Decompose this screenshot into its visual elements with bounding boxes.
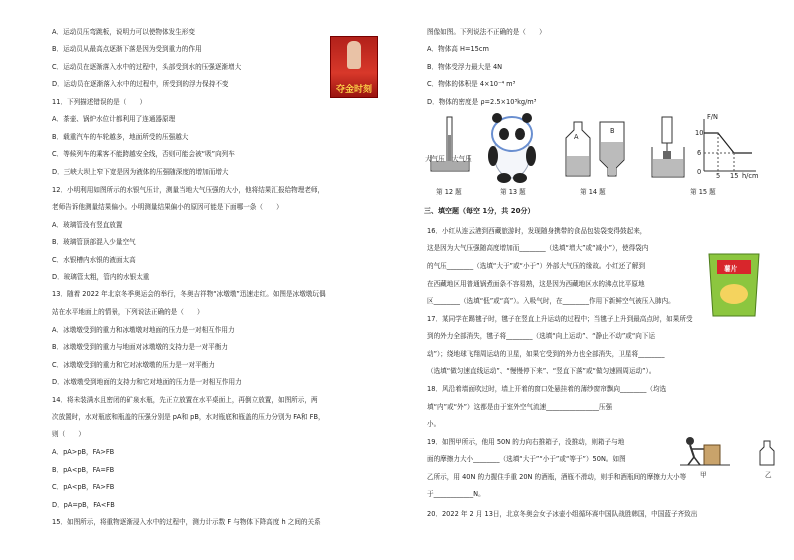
tick-15: 15 [730,172,739,180]
fill-line-3: 在西藏地区用普通锅煮面条不容易熟，这是因为西藏地区水的沸点比平原地 [427,280,645,288]
fill-line-9: 18．风沿着墙面吹过时，墙上开着的窗口处悬挂着的薄纱窗帘飘向________（均选 [427,385,667,393]
tick-6: 6 [697,149,702,157]
left-line-12: B．玻璃管顶部混入少量空气 [52,238,136,246]
fill-line-14: 乙所示，用 40N 的力握住手重 20N 的酒瓶，酒瓶不滑动，则手和酒瓶间的摩擦力大小等 [427,473,687,481]
left-line-25: B．pA<pB，FA=FB [52,466,115,474]
bottle-b-label: B [610,127,615,135]
fig19-label-yi: 乙 [765,471,772,479]
left-line-13: C．水银槽内水银的液面太高 [52,256,136,264]
left-line-0: A．运动员压弯跳板，说明力可以使物体发生形变 [52,28,195,36]
photo-caption: 夺金时刻 [335,85,372,95]
left-line-9: 12．小明利用如图所示的水银气压计，测量当地大气压强的大小，他将结果汇报给物理老师， [52,186,325,194]
left-line-24: A．pA>pB，FA>FB [52,448,115,456]
fig19-label-jia: 甲 [700,471,707,479]
left-line-2: C．运动员在逐渐落入水中的过程中，头部受到水的压强逐渐增大 [52,63,242,71]
left-line-1: B．运动员从最高点逐渐下落是因为受到重力的作用 [52,45,202,53]
left-line-18: B．冰墩墩受到的重力与地面对冰墩墩的支持力是一对平衡力 [52,343,228,351]
bottles-figure [560,118,630,180]
fill-line-11: 小。 [427,420,441,428]
bottle-a-label: A [574,133,579,141]
left-line-14: D．玻璃管太粗，管内的水银太重 [52,273,150,281]
fill-line-10: 填“内”或“外”）这都是由于室外空气流速________________压强 [427,403,613,411]
left-line-16: 站在水平地面上的情景，下列说法正确的是（ ） [52,308,204,316]
push-box-figure [680,435,790,467]
fill-line-5: 17．某同学在踢毽子时，毽子在竖直上升运动的过程中；当毽子上升到最高点时，如果所受 [427,315,693,323]
left-line-11: A．玻璃管没有竖直放置 [52,221,123,229]
diver-figure [347,41,361,69]
fill-line-2: 的气压________（选填“大于”或“小于”）外部大气压的缘故。小红还了解到 [427,262,646,270]
fill-line-1: 这是因为大气压强随高度增加而________（选填“增大”或“减小”），使得袋内 [427,244,649,252]
mascot-figure [485,112,540,184]
right-line-0: 图像如图。下列说法不正确的是（ ） [427,28,546,36]
caption-14: 第 14 题 [580,188,606,196]
left-line-28: 15．如图所示，将重物逐渐浸入水中的过程中，测力计示数 F 与物体下降高度 h 之间的关系 [52,518,321,526]
force-gauge-figure [648,115,688,181]
fill-line-12: 19．如图甲所示，他用 50N 的力向右推箱子，没推动，则箱子与地 [427,438,625,446]
left-line-22: 次放置时，水对瓶底和瓶盖的压强分别是 pA和 pB，水对瓶底和瓶盖的压力分别为 FA和 FB， [52,413,325,421]
fill-line-16: 20．2022 年 2 月 13日，北京冬奥会女子冰壶小组循环赛中国队战胜韩国，中国蓝子齐致出 [427,510,698,518]
section-title: 三、填空题（每空 1分，共 20分） [424,207,535,215]
left-line-26: C．pA<pB，FA>FB [52,483,115,491]
caption-13: 第 13 题 [500,188,526,196]
axis-h-label: h/cm [742,172,759,180]
left-line-6: B．载重汽车的车轮越多，地面所受的压强越大 [52,133,189,141]
fill-line-7: 动”）；绕地球飞翔周运动的卫星，如果它受到的外力也全部消失，卫星将________ [427,350,665,358]
left-line-10: 老师告诉他测量结果偏小。小明测量结果偏小的原因可能是下面哪一条（ ） [52,203,283,211]
tick-10: 10 [695,129,704,137]
left-line-19: C．冰墩墩受到的重力和它对冰墩墩的压力是一对平衡力 [52,361,215,369]
right-line-3: C．物体的体积是 4×10⁻⁴ m³ [427,80,516,88]
right-line-1: A．物体高 H=15cm [427,45,489,53]
right-line-4: D．物体的密度是 ρ=2.5×10³kg/m³ [427,98,537,106]
fill-line-13: 面的摩擦力大小________（选填“大于”“小于”或“等于”）50N。如图 [427,455,626,463]
left-line-23: 则（ ） [52,430,85,438]
left-line-5: A．茶壶、锅炉水位计都利用了连通器原理 [52,115,176,123]
left-line-21: 14．将未装满水且密闭的矿泉水瓶，先正立放置在水平桌面上，再倒立放置，如图所示，两 [52,396,318,404]
axis-f-label: F/N [707,113,718,121]
diving-photo [330,36,378,98]
air-pressure-left: 大气压 [425,155,445,163]
caption-15: 第 15 题 [690,188,716,196]
left-line-8: D．三峡大坝上窄下宽是因为液体的压强随深度的增加而增大 [52,168,229,176]
tick-5: 5 [716,172,721,180]
chips-bag-label: 薯片 [724,265,738,273]
left-line-4: 11．下列描述错误的是（ ） [52,98,147,106]
right-line-2: B．物体受浮力最大是 4N [427,63,503,71]
chips-bag-image [703,250,765,320]
left-line-7: C．等候列车的乘客不能跨越安全线，否则可能会被“吸”向列车 [52,150,235,158]
fill-line-8: （选填“做匀速直线运动”、“慢慢停下来”、“竖直下落”或“做匀速圆周运动”）。 [427,367,656,375]
tick-0: 0 [697,168,702,176]
left-line-27: D．pA=pB，FA<FB [52,501,115,509]
left-line-15: 13．随着 2022 年北京冬季奥运会的举行，冬奥吉祥物“冰墩墩”迅速走红。如图是冰墩墩玩偶 [52,290,326,298]
left-line-20: D．冰墩墩受到地面的支持力和它对地面的压力是一对相互作用力 [52,378,242,386]
caption-12: 第 12 题 [436,188,462,196]
air-pressure-right: 大气压 [452,155,472,163]
left-line-3: D．运动员在逐渐落入水中的过程中，所受到的浮力保持不变 [52,80,229,88]
barometer-figure [425,115,475,177]
fill-line-15: 于____________N。 [427,490,485,498]
fill-line-0: 16．小红从连云港到西藏旅游时，发现随身携带的食品包装袋变得鼓起来， [427,227,647,235]
fill-line-4: 区________（选填“低”或“高”）。入吸气时，在________作用下新鲜空气被压入肺内。 [427,297,675,305]
left-line-17: A．冰墩墩受到的重力和冰墩墩对地面的压力是一对相互作用力 [52,326,235,334]
fill-line-6: 到的外力全部消失，毽子将________（选填“向上运动”、“静止不动”或“向下运 [427,332,656,340]
